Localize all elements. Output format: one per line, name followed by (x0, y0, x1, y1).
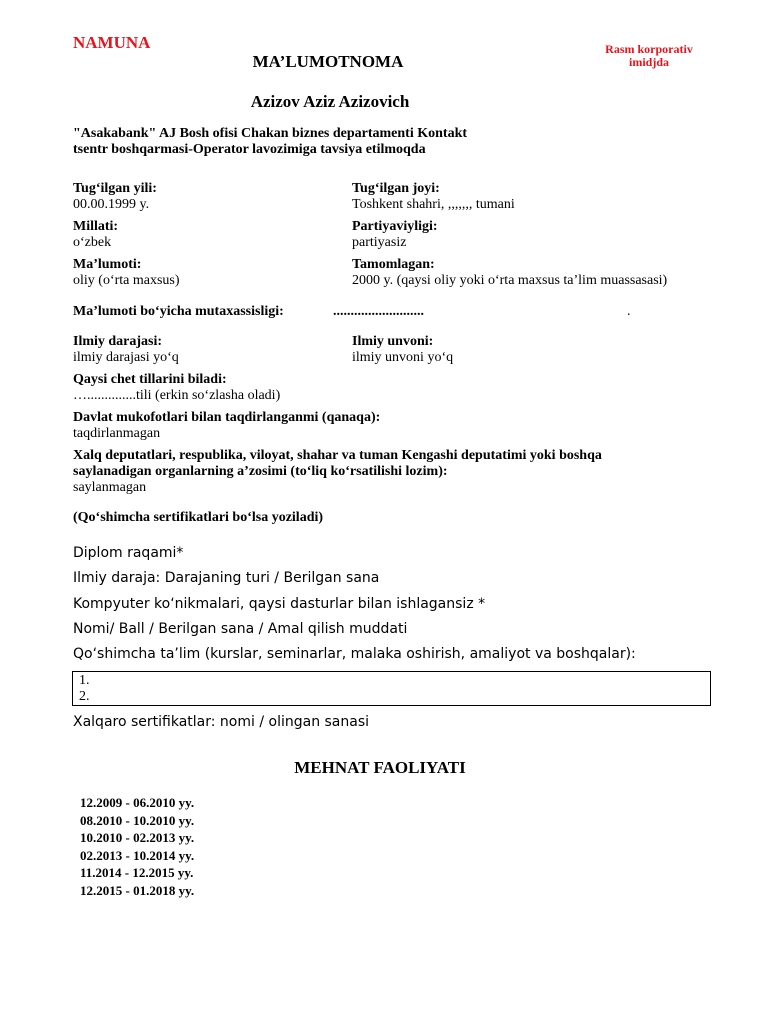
recommendation-line-1: "Asakabank" AJ Bosh ofisi Chakan biznes departamenti Kontakt (73, 126, 468, 141)
work-period: 08.2010 - 10.2010 yy. (80, 812, 195, 828)
field-label: Ilmiy unvoni: (352, 334, 434, 349)
field-languages (73, 372, 673, 404)
field-awards (73, 410, 673, 442)
field-value: oliy (o‘rta maxsus) (73, 273, 180, 288)
field-deputy (73, 448, 713, 496)
work-period: 10.2010 - 02.2013 yy. (80, 830, 195, 846)
field-label: Davlat mukofotlari bilan taqdirlanganmi (qanaqa): (73, 410, 381, 425)
certificate-fields-line: Nomi/ Ball / Berilgan sana / Amal qilish muddati (73, 621, 408, 637)
field-value: …..............tili (erkin so‘zlasha oladi) (73, 388, 281, 403)
field-label: Partiyaviyligi: (352, 219, 438, 234)
field-graduated (352, 257, 768, 289)
photo-note-line-1: Rasm korporativ (605, 42, 693, 56)
recommendation-text (73, 126, 533, 158)
specialty-trailing-dot: . (627, 304, 631, 319)
sample-label: NAMUNA (73, 33, 151, 52)
work-period: 12.2015 - 01.2018 yy. (80, 882, 195, 898)
work-period: 12.2009 - 06.2010 yy. (80, 795, 195, 810)
field-label: Tug‘ilgan yili: (73, 181, 157, 196)
document-title: MA’LUMOTNOMA (252, 52, 404, 71)
diploma-number-line: Diplom raqami* (73, 545, 184, 561)
box-item: 2. (79, 689, 90, 704)
additional-education-line: Qo‘shimcha ta’lim (kurslar, seminarlar, malaka oshirish, amaliyot va boshqalar): (73, 646, 636, 662)
field-value: ilmiy darajasi yo‘q (73, 350, 179, 365)
field-value: partiyasiz (352, 235, 407, 250)
field-value: taqdirlanmagan (73, 426, 161, 441)
computer-skills-line: Kompyuter ko‘nikmalari, qaysi dasturlar bilan ishlagansiz * (73, 596, 486, 612)
field-value: 2000 y. (qaysi oliy yoki o‘rta maxsus ta’lim muassasasi) (352, 273, 668, 288)
extra-certificates-heading: (Qo‘shimcha sertifikatlari bo‘lsa yoziladi) (73, 510, 324, 525)
international-certificates-line: Xalqaro sertifikatlar: nomi / olingan sanasi (73, 714, 370, 730)
box-item: 1. (79, 673, 90, 688)
recommendation-line-2: tsentr boshqarmasi-Operator lavozimiga tavsiya etilmoqda (73, 142, 426, 157)
specialty-value: .......................... (333, 304, 424, 319)
field-birth-place (352, 181, 768, 213)
field-label: Tug‘ilgan joyi: (352, 181, 440, 196)
work-history-title: MEHNAT FAOLIYATI (294, 758, 466, 777)
field-value: ilmiy unvoni yo‘q (352, 350, 454, 365)
field-label: Ilmiy darajasi: (73, 334, 163, 349)
field-label: Qaysi chet tillarini biladi: (73, 372, 227, 387)
field-label: Ma’lumoti: (73, 257, 142, 272)
photo-note-line-2: imidjda (628, 55, 669, 69)
academic-degree-line: Ilmiy daraja: Darajaning turi / Berilgan sana (73, 570, 380, 586)
work-period: 02.2013 - 10.2014 yy. (80, 847, 195, 863)
field-value: 00.00.1999 y. (73, 197, 150, 212)
field-party (352, 219, 768, 251)
field-label-line-1: Xalq deputatlari, respublika, viloyat, shahar va tuman Kengashi deputatimi yoki boshqa (73, 448, 602, 463)
full-name: Azizov Aziz Azizovich (250, 92, 410, 111)
field-value: Toshkent shahri, ,,,,,,, tumani (352, 197, 515, 212)
field-value: o‘zbek (73, 235, 112, 250)
field-value: saylanmagan (73, 480, 147, 495)
field-label: Millati: (73, 219, 119, 234)
field-title (352, 334, 768, 366)
additional-education-box (72, 671, 711, 706)
specialty-label: Ma’lumoti bo‘yicha mutaxassisligi: (73, 304, 284, 319)
field-label-line-2: saylanadigan organlarning a’zosimi (to‘liq ko‘rsatilishi lozim): (73, 464, 448, 479)
work-history-list (80, 794, 194, 900)
work-period: 11.2014 - 12.2015 yy. (80, 865, 194, 881)
field-label: Tamomlagan: (352, 257, 435, 272)
